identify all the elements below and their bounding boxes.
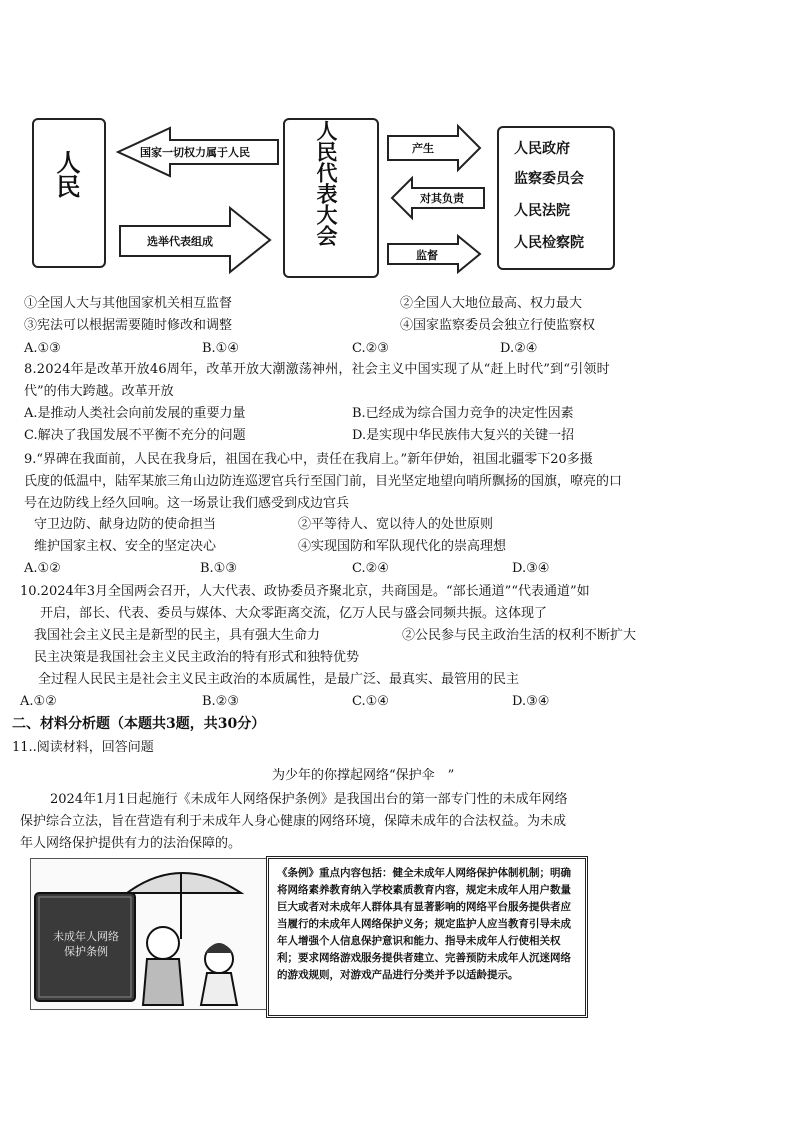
q9-option-4: ④实现国防和军队现代化的崇高理想 [298, 539, 507, 554]
q7-option-2: ②全国人大地位最高、权力最大 [400, 296, 583, 311]
q9-option-2: ②平等待人、宽以待人的处世原则 [298, 517, 494, 532]
q10-choice-a: A.①② [20, 694, 57, 709]
q10-option-2: ②公民参与民主政治生活的权利不断扩大 [402, 628, 637, 643]
congress-label: 人民代表大会 [314, 120, 338, 246]
arrow-responsible-label: 对其负责 [420, 192, 464, 205]
q10-choice-c: C.①④ [352, 694, 389, 709]
q9-stem-1: 9.“界碑在我面前，人民在我身后，祖国在我心中，责任在我肩上。”新年伊始，祖国北疆零下20多摄 [24, 452, 593, 467]
q10-option-3: 民主决策是我国社会主义民主政治的特有形式和独特优势 [34, 650, 360, 665]
cartoon-illustration [30, 858, 268, 1010]
q9-choice-c: C.②④ [352, 561, 389, 576]
q7-choice-b: B.①④ [202, 341, 239, 356]
q10-choice-d: D.③④ [512, 694, 550, 709]
organ-1: 人民政府 [514, 141, 570, 157]
q10-option-1: 我国社会主义民主是新型的民主，具有强大生命力 [34, 628, 321, 643]
q9-stem-3: 号在边防线上经久回响。这一场景让我们感受到戍边官兵 [24, 496, 350, 511]
q7-option-1: ①全国人大与其他国家机关相互监督 [24, 296, 233, 311]
q7-choice-a: A.①③ [24, 341, 61, 356]
q8-choice-a: A.是推动人类社会向前发展的重要力量 [24, 406, 246, 421]
regulation-summary-box: 《条例》重点内容包括：健全未成年人网络保护体制机制；明确将网络素养教育纳入学校素质教育内容，规定未成年人用户数量巨大或者对未成年人群体具有显著影响的网络平台服务提供者应当履行的未成年人网络保护义务；规定监护人应当教育引导未成年人增强个人信息保护意识和能力、指导未成年人行使相关权利；要求网络游戏服务提供者建立、完善预防未成年人沉迷网络的游戏规则，对游戏产品进行分类并予以适龄提示。 [266, 856, 588, 1018]
arrow-top-label: 国家一切权力属于人民 [140, 146, 250, 159]
q9-choice-d: D.③④ [512, 561, 550, 576]
organ-2: 监察委员会 [514, 171, 584, 187]
diagram-arrows [0, 0, 794, 300]
q9-option-1: 守卫边防、献身边防的使命担当 [34, 517, 217, 532]
q7-option-3: ③宪法可以根据需要随时修改和调整 [24, 318, 233, 333]
organ-4: 人民检察院 [514, 235, 584, 251]
arrow-produce-label: 产生 [412, 142, 434, 155]
q9-choice-b: B.①③ [200, 561, 237, 576]
q8-choice-d: D.是实现中华民族伟大复兴的关键一招 [352, 428, 575, 443]
cartoon-book-label: 未成年人网络保护条例 [53, 930, 119, 958]
q11-stem: 11..阅读材料，回答问题 [12, 740, 154, 755]
q8-choice-c: C.解决了我国发展不平衡不充分的问题 [24, 428, 246, 443]
arrow-bottom-label: 选举代表组成 [147, 235, 213, 248]
q7-choice-c: C.②③ [352, 341, 389, 356]
people-label: 人民 [52, 150, 80, 198]
q8-choice-b: B.已经成为综合国力竞争的决定性因素 [352, 406, 574, 421]
q11-para-2: 保护综合立法，旨在营造有利于未成年人身心健康的网络环境，保障未成年的合法权益。为未成 [20, 814, 567, 829]
q11-para-3: 年人网络保护提供有力的法治保障的。 [20, 836, 242, 851]
q8-stem-1: 8.2024年是改革开放46周年，改革开放大潮激荡神州，社会主义中国实现了从“赶上时代”到“引领时 [24, 362, 610, 377]
section-2-heading: 二、材料分析题（本题共3题，共30分） [12, 716, 266, 732]
q9-choice-a: A.①② [24, 561, 61, 576]
q9-stem-2: 氏度的低温中，陆军某旅三角山边防连巡逻官兵行至国门前，目光坚定地望向哨所飘扬的国旗，嘹亮的口 [24, 474, 623, 489]
q10-choice-b: B.②③ [202, 694, 239, 709]
q7-option-4: ④国家监察委员会独立行使监察权 [400, 318, 596, 333]
q10-option-4: 全过程人民民主是社会主义民主政治的本质属性，是最广泛、最真实、最管用的民主 [38, 672, 520, 687]
organ-3: 人民法院 [514, 203, 570, 219]
q9-option-3: 维护国家主权、安全的坚定决心 [34, 539, 217, 554]
q10-stem-2: 开启，部长、代表、委员与媒体、大众零距离交流，亿万人民与盛会同频共振。这体现了 [40, 606, 548, 621]
q10-stem-1: 10.2024年3月全国两会召开，人大代表、政协委员齐聚北京，共商国是。“部长通道”“代表通道”如 [20, 584, 590, 599]
arrow-supervise-label: 监督 [416, 249, 438, 262]
q11-para-1: 2024年1月1日起施行《未成年人网络保护条例》是我国出台的第一部专门性的未成年网络 [50, 792, 568, 807]
q7-choice-d: D.②④ [500, 341, 538, 356]
q8-stem-2: 代”的伟大跨越。改革开放 [24, 384, 174, 399]
q11-material-title: 为少年的你撑起网络“保护伞 ” [272, 768, 455, 783]
